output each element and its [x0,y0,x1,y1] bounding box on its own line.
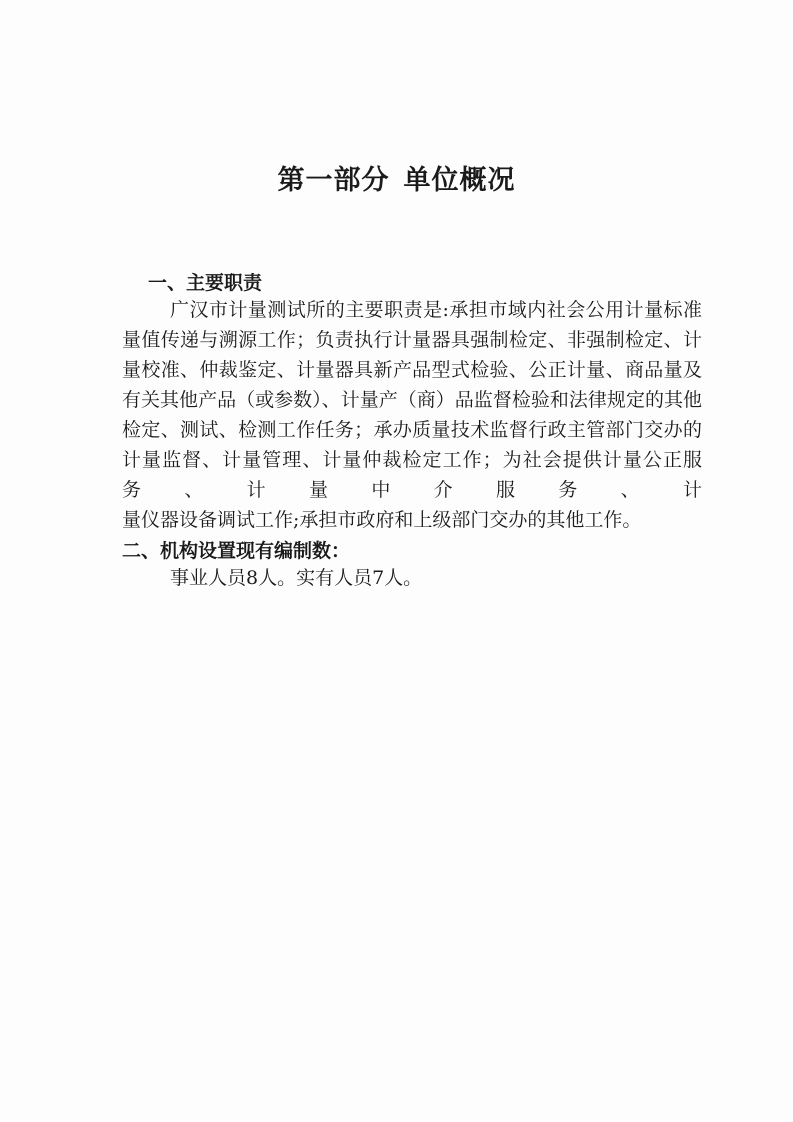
page-title [0,158,793,197]
main-duties-paragraph: 广汉市计量测试所的主要职责是:承担市域内社会公用计量标准量值传递与溯源工作；负责执行计量器具强制检定、非强制检定、计量校准、仲裁鉴定、计量器具新产品型式检验、公正计量、商品量及有关其他产品（或参数）、计量产（商）品监督检验和法律规定的其他检定、测试、检测工作任务；承办质量技术监督行政主管部门交办的计量监督、计量管理、计量仲裁检定工作；为社会提供计量公正服务、计量中介服务、计 [122,299,702,501]
section-heading-staffing: 二、机构设置现有编制数： [122,540,351,562]
main-duties-paragraph-last-line: 量仪器设备调试工作;承担市政府和上级部门交办的其他工作。 [122,509,642,531]
title-name: 单位概况 [403,165,516,196]
section-heading-main-duties: 一、主要职责 [148,272,263,294]
title-part: 第一部分 [277,165,390,196]
staffing-paragraph: 事业人员8人。实有人员7人。 [170,567,423,589]
